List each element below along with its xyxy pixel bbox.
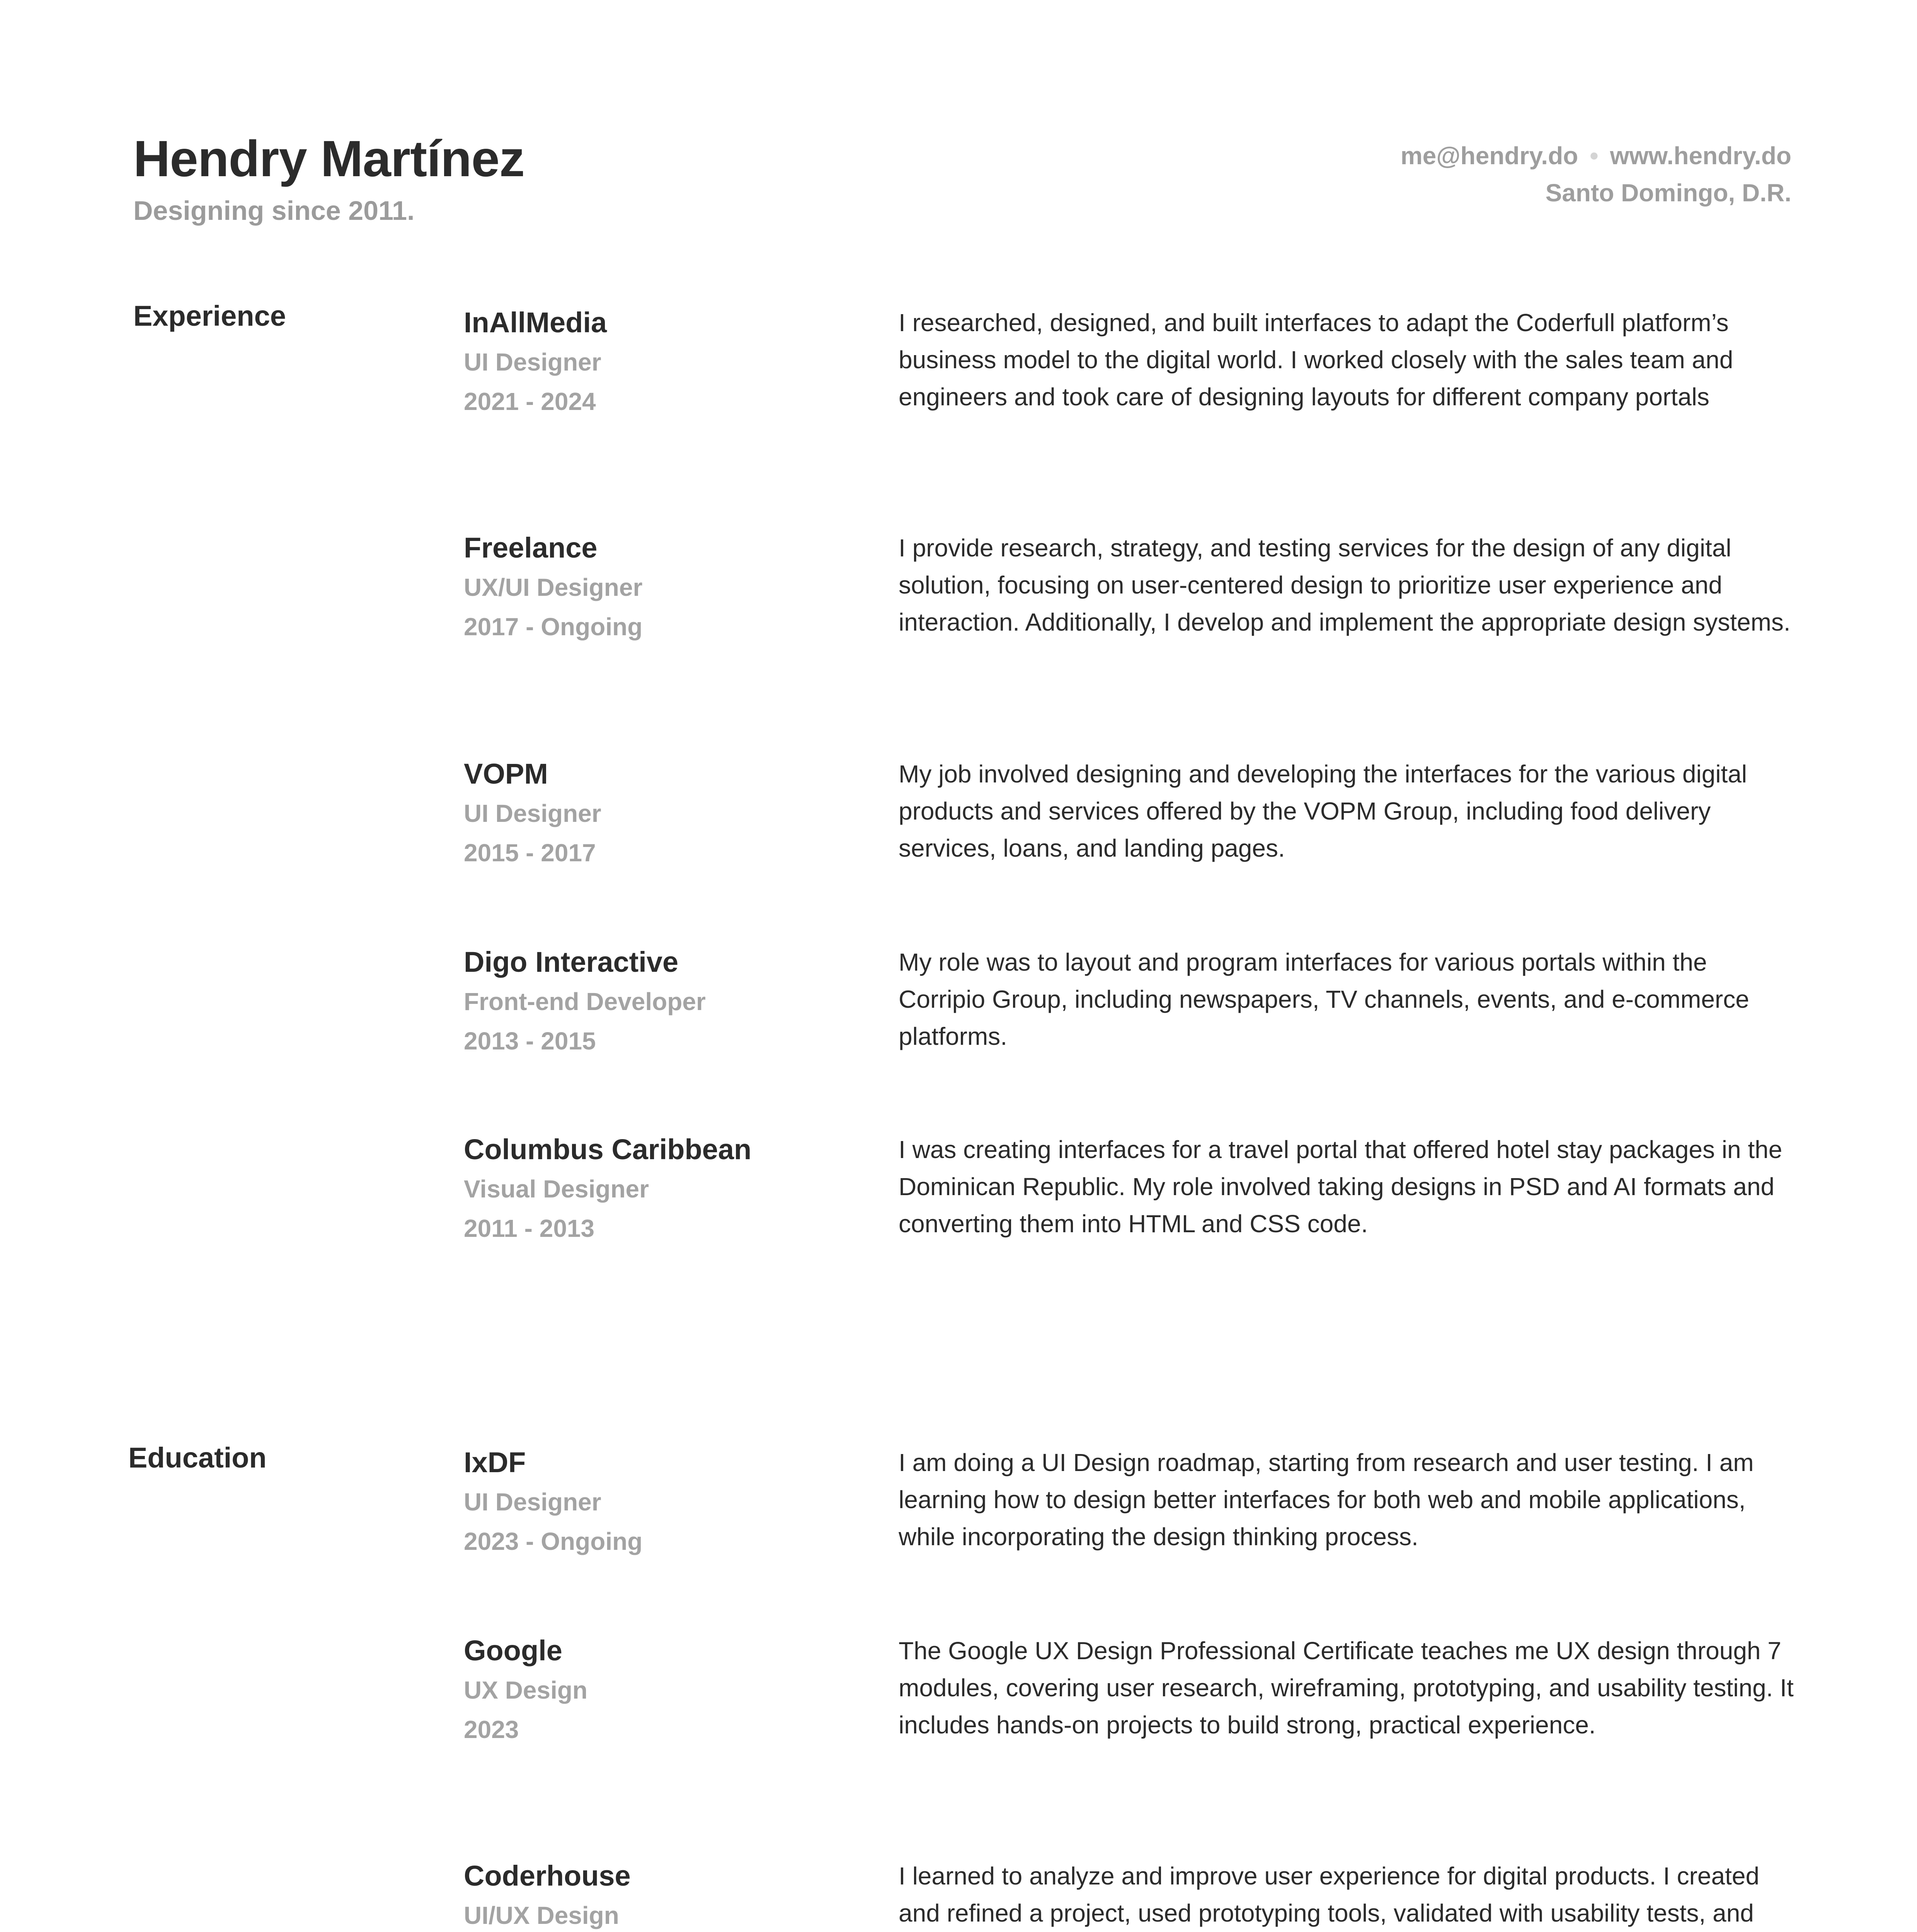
entry-role: UX/UI Designer: [464, 573, 643, 601]
contact-block: [1401, 137, 1791, 211]
separator-dot: •: [1590, 142, 1599, 170]
entry-organization: Coderhouse: [464, 1860, 631, 1892]
experience-entry: [464, 755, 1793, 917]
entry-dates: 2023 - Ongoing: [464, 1527, 643, 1555]
entry-dates: 2017 - Ongoing: [464, 613, 643, 641]
entry-organization: Digo Interactive: [464, 946, 679, 978]
entry-dates: 2013 - 2015: [464, 1027, 596, 1055]
education-entry: [464, 1857, 1793, 1932]
resume-tagline: Designing since 2011.: [133, 196, 415, 226]
experience-heading: Experience: [133, 300, 286, 332]
entry-dates: 2015 - 2017: [464, 839, 596, 867]
entry-description: I learned to analyze and improve user experience for digital products. I created and refined a project, used prototyping tools, validated with usability tests, and: [899, 1862, 1760, 1927]
education-entry: [464, 1631, 1793, 1794]
location-text: Santo Domingo, D.R.: [1545, 179, 1791, 207]
entry-role: UI/UX Design: [464, 1901, 619, 1929]
entry-organization: VOPM: [464, 758, 548, 790]
entry-role: Visual Designer: [464, 1175, 649, 1203]
entry-description: My job involved designing and developing the interfaces for the various digital products and services offered by the VOPM Group, including food delivery services, loans, and landing pages.: [899, 760, 1747, 862]
education-heading: Education: [128, 1442, 267, 1474]
entry-organization: InAllMedia: [464, 306, 607, 338]
entry-dates: 2021 - 2024: [464, 388, 596, 415]
experience-entry: [464, 1130, 1793, 1293]
entry-organization: Columbus Caribbean: [464, 1133, 752, 1165]
contact-line: [1401, 137, 1791, 174]
entry-description: I provide research, strategy, and testing services for the design of any digital solution, focusing on user-centered design to prioritize user experience and interaction. Additionally, I develop and implement the appropriate design systems.: [899, 534, 1791, 636]
entry-role: Front-end Developer: [464, 988, 706, 1015]
entry-description: My role was to layout and program interfaces for various portals within the Corripio Group, including newspapers, TV channels, events, and e-commerce platforms.: [899, 948, 1749, 1050]
experience-entry: [464, 529, 1793, 691]
entry-role: UI Designer: [464, 1488, 601, 1516]
experience-entry: [464, 943, 1793, 1105]
entry-description: The Google UX Design Professional Certificate teaches me UX design through 7 modules, covering user research, wireframing, prototyping, and usability testing. It includes hands-on projects to build strong, practical experience.: [899, 1637, 1794, 1739]
entry-description: I am doing a UI Design roadmap, starting from research and user testing. I am learning how to design better interfaces for both web and mobile applications, while incorporating the design thinking process.: [899, 1449, 1754, 1551]
entry-role: UX Design: [464, 1676, 588, 1704]
education-entry: [464, 1443, 1793, 1605]
experience-entry: [464, 303, 1793, 466]
entry-organization: IxDF: [464, 1446, 526, 1478]
website-link[interactable]: www.hendry.do: [1610, 142, 1791, 170]
entry-description: I was creating interfaces for a travel portal that offered hotel stay packages in the Dominican Republic. My role involved taking designs in PSD and AI formats and converting them into HTML and CSS code.: [899, 1136, 1783, 1238]
entry-role: UI Designer: [464, 799, 601, 827]
email-link[interactable]: me@hendry.do: [1400, 142, 1578, 170]
entry-dates: 2011 - 2013: [464, 1214, 595, 1242]
entry-dates: 2023: [464, 1716, 519, 1743]
entry-role: UI Designer: [464, 348, 601, 376]
entry-description: I researched, designed, and built interfaces to adapt the Coderfull platform’s business model to the digital world. I worked closely with the sales team and engineers and took care of designing layouts for different company portals: [899, 309, 1733, 411]
resume-name: Hendry Martínez: [133, 130, 524, 187]
entry-organization: Freelance: [464, 532, 598, 564]
entry-organization: Google: [464, 1634, 562, 1667]
